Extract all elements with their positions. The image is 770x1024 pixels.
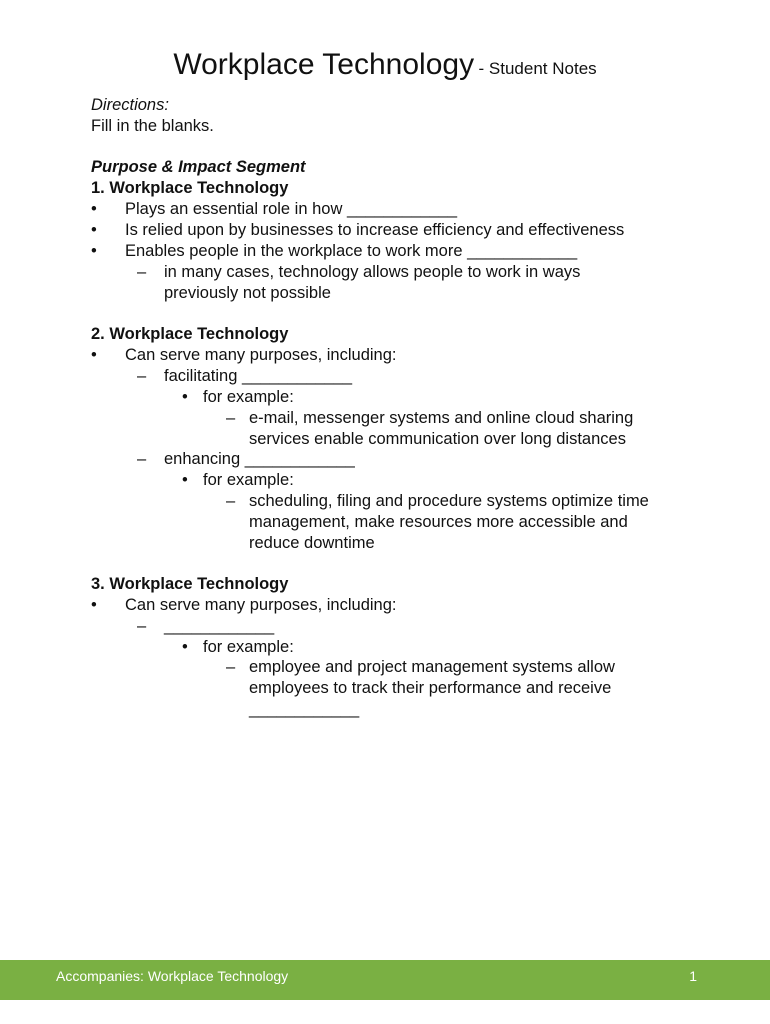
bullet-marker: •: [91, 346, 97, 364]
section2-item-2-detail-3: reduce downtime: [249, 534, 375, 552]
bullet-marker: •: [182, 471, 188, 489]
title-sub: - Student Notes: [478, 59, 597, 78]
section2-heading: 2. Workplace Technology: [91, 325, 289, 343]
section1-sub-line-1: in many cases, technology allows people to work in ways: [164, 263, 581, 281]
section2-item-2-example: for example:: [203, 471, 294, 489]
section3-item-1-detail-2: employees to track their performance and receive: [249, 679, 612, 697]
directions-text: Fill in the blanks.: [91, 117, 214, 135]
dash-marker: –: [137, 263, 147, 281]
bullet-marker: •: [91, 221, 97, 239]
section1-sub-line-2: previously not possible: [164, 284, 331, 302]
section3-item-1-detail-1: employee and project management systems allow: [249, 658, 615, 676]
section2-item-2: enhancing ____________: [164, 450, 355, 468]
section3-item-1-example: for example:: [203, 638, 294, 656]
section2-item-1: facilitating ____________: [164, 367, 353, 385]
section2-item-2-detail-2: management, make resources more accessible and: [249, 513, 628, 531]
section1-bullet-2: Is relied upon by businesses to increase efficiency and effectiveness: [125, 221, 625, 239]
section3-item-1: ____________: [164, 617, 275, 635]
section2-item-1-detail-2: services enable communication over long distances: [249, 430, 626, 448]
section2-item-1-detail-1: e-mail, messenger systems and online cloud sharing: [249, 409, 634, 427]
dash-marker: –: [226, 492, 236, 510]
section2-bullet: Can serve many purposes, including:: [125, 346, 397, 364]
dash-marker: –: [137, 617, 147, 635]
segment-title: Purpose & Impact Segment: [91, 158, 306, 176]
page-footer: [0, 960, 770, 1000]
dash-marker: –: [226, 409, 236, 427]
page-number: 1: [689, 968, 697, 984]
section2-item-2-detail-1: scheduling, filing and procedure systems optimize time: [249, 492, 649, 510]
title-main: Workplace Technology: [173, 48, 475, 81]
bullet-marker: •: [182, 388, 188, 406]
bullet-marker: •: [91, 242, 97, 260]
dash-marker: –: [137, 450, 147, 468]
section2-item-1-example: for example:: [203, 388, 294, 406]
section3-bullet: Can serve many purposes, including:: [125, 596, 397, 614]
directions-label: Directions:: [91, 96, 169, 114]
section1-bullet-3: Enables people in the workplace to work more ____________: [125, 242, 578, 260]
bullet-marker: •: [182, 638, 188, 656]
dash-marker: –: [226, 658, 236, 676]
dash-marker: –: [137, 367, 147, 385]
page-title: [0, 48, 770, 82]
footer-text: Accompanies: Workplace Technology: [56, 968, 289, 984]
bullet-marker: •: [91, 200, 97, 218]
section1-heading: 1. Workplace Technology: [91, 179, 289, 197]
section3-heading: 3. Workplace Technology: [91, 575, 289, 593]
section3-item-1-detail-3: ____________: [249, 700, 360, 718]
section1-bullet-1: Plays an essential role in how ____________: [125, 200, 458, 218]
bullet-marker: •: [91, 596, 97, 614]
